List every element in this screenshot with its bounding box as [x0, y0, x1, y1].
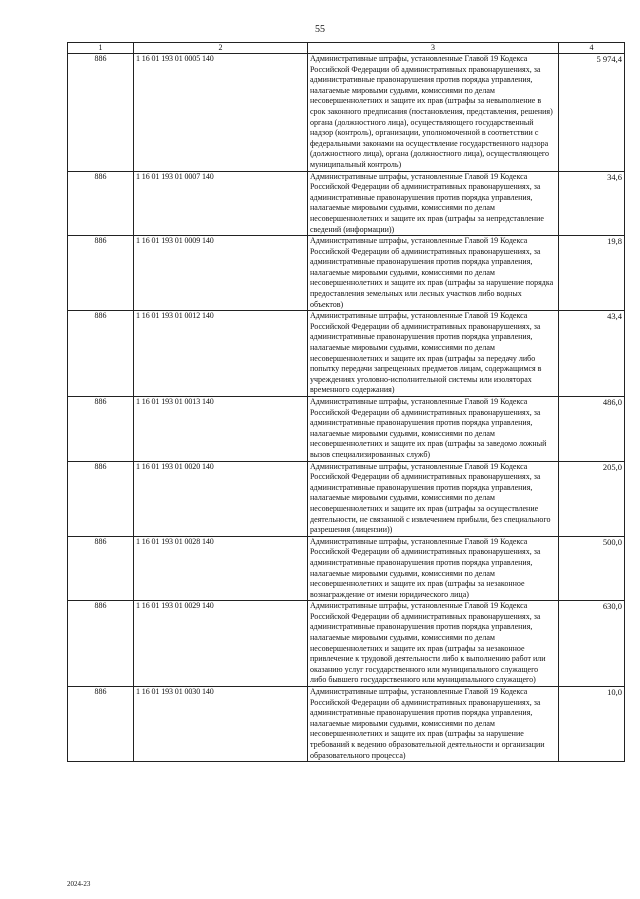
budget-code: 1 16 01 193 01 0028 140 [134, 536, 308, 601]
income-description: Административные штрафы, установленные Главой 19 Кодекса Российской Федерации об административных правонарушениях, за административные правонарушения против порядка управления, налагаемые мировыми судьями, комиссиями по делам несовершеннолетних и защите их прав (штрафы за невыполнение в срок законного предписания (постановления, представления, решения) органа (должностного лица), осуществляющего государственный надзор (контроль), организации, уполномоченной в соответствии с федеральными законами на осуществление государственного надзора (должностного лица), органа (должностного лица), осуществляющего муниципальный контроль) [308, 54, 559, 172]
header-col-4: 4 [559, 43, 625, 54]
table-row [68, 601, 625, 687]
amount: 205,0 [559, 461, 625, 536]
admin-code: 886 [68, 236, 134, 311]
income-description: Административные штрафы, установленные Главой 19 Кодекса Российской Федерации об административных правонарушениях, за административные правонарушения против порядка управления, налагаемые мировыми судьями, комиссиями по делам несовершеннолетних и защите их прав (штрафы за нарушение требований к ведению образовательной деятельности и организации образовательного процесса) [308, 687, 559, 762]
table-row [68, 236, 625, 311]
header-row [68, 43, 625, 54]
budget-code: 1 16 01 193 01 0012 140 [134, 311, 308, 397]
income-description: Административные штрафы, установленные Главой 19 Кодекса Российской Федерации об административных правонарушениях, за административные правонарушения против порядка управления, налагаемые мировыми судьями, комиссиями по делам несовершеннолетних и защите их прав (штрафы за незаконное привлечение к трудовой деятельности либо к выполнению работ или оказанию услуг государственного или муниципального служащего либо бывшего государственного или муниципального служащего) [308, 601, 559, 687]
budget-code: 1 16 01 193 01 0030 140 [134, 687, 308, 762]
budget-code: 1 16 01 193 01 0007 140 [134, 171, 308, 236]
income-description: Административные штрафы, установленные Главой 19 Кодекса Российской Федерации об административных правонарушениях, за административные правонарушения против порядка управления, налагаемые мировыми судьями, комиссиями по делам несовершеннолетних и защите их прав (штрафы за непредставление сведений (информации)) [308, 171, 559, 236]
amount: 630,0 [559, 601, 625, 687]
budget-code: 1 16 01 193 01 0009 140 [134, 236, 308, 311]
budget-code: 1 16 01 193 01 0029 140 [134, 601, 308, 687]
amount: 19,8 [559, 236, 625, 311]
document-code: 2024-23 [67, 880, 91, 888]
budget-code: 1 16 01 193 01 0020 140 [134, 461, 308, 536]
income-description: Административные штрафы, установленные Главой 19 Кодекса Российской Федерации об административных правонарушениях, за административные правонарушения против порядка управления, налагаемые мировыми судьями, комиссиями по делам несовершеннолетних и защите их прав (штрафы за заведомо ложный вызов специализированных служб) [308, 397, 559, 462]
header-col-1: 1 [68, 43, 134, 54]
amount: 10,0 [559, 687, 625, 762]
admin-code: 886 [68, 536, 134, 601]
table-row [68, 461, 625, 536]
table-row [68, 54, 625, 172]
admin-code: 886 [68, 601, 134, 687]
table-row [68, 311, 625, 397]
income-description: Административные штрафы, установленные Главой 19 Кодекса Российской Федерации об административных правонарушениях, за административные правонарушения против порядка управления, налагаемые мировыми судьями, комиссиями по делам несовершеннолетних и защите их прав (штрафы за передачу либо попытку передачи запрещенных предметов лицам, содержащимся в учреждениях уголовно-исполнительной системы или изоляторах временного содержания) [308, 311, 559, 397]
amount: 500,0 [559, 536, 625, 601]
budget-code: 1 16 01 193 01 0005 140 [134, 54, 308, 172]
income-description: Административные штрафы, установленные Главой 19 Кодекса Российской Федерации об административных правонарушениях, за административные правонарушения против порядка управления, налагаемые мировыми судьями, комиссиями по делам несовершеннолетних и защите их прав (штрафы за нарушение порядка предоставления земельных или лесных участков либо водных объектов) [308, 236, 559, 311]
amount: 43,4 [559, 311, 625, 397]
header-col-2: 2 [134, 43, 308, 54]
amount: 34,6 [559, 171, 625, 236]
admin-code: 886 [68, 54, 134, 172]
table-row [68, 171, 625, 236]
admin-code: 886 [68, 171, 134, 236]
page-number: 55 [315, 24, 325, 35]
income-description: Административные штрафы, установленные Главой 19 Кодекса Российской Федерации об административных правонарушениях, за административные правонарушения против порядка управления, налагаемые мировыми судьями, комиссиями по делам несовершеннолетних и защите их прав (штрафы за незаконное вознаграждение от имени юридического лица) [308, 536, 559, 601]
amount: 5 974,4 [559, 54, 625, 172]
amount: 486,0 [559, 397, 625, 462]
admin-code: 886 [68, 311, 134, 397]
admin-code: 886 [68, 687, 134, 762]
admin-code: 886 [68, 461, 134, 536]
table-row [68, 397, 625, 462]
budget-code: 1 16 01 193 01 0013 140 [134, 397, 308, 462]
admin-code: 886 [68, 397, 134, 462]
table-row [68, 536, 625, 601]
table-row [68, 687, 625, 762]
budget-table [67, 42, 625, 762]
income-description: Административные штрафы, установленные Главой 19 Кодекса Российской Федерации об административных правонарушениях, за административные правонарушения против порядка управления, налагаемые мировыми судьями, комиссиями по делам несовершеннолетних и защите их прав (штрафы за осуществление деятельности, не связанной с извлечением прибыли, без специального разрешения (лицензии)) [308, 461, 559, 536]
header-col-3: 3 [308, 43, 559, 54]
